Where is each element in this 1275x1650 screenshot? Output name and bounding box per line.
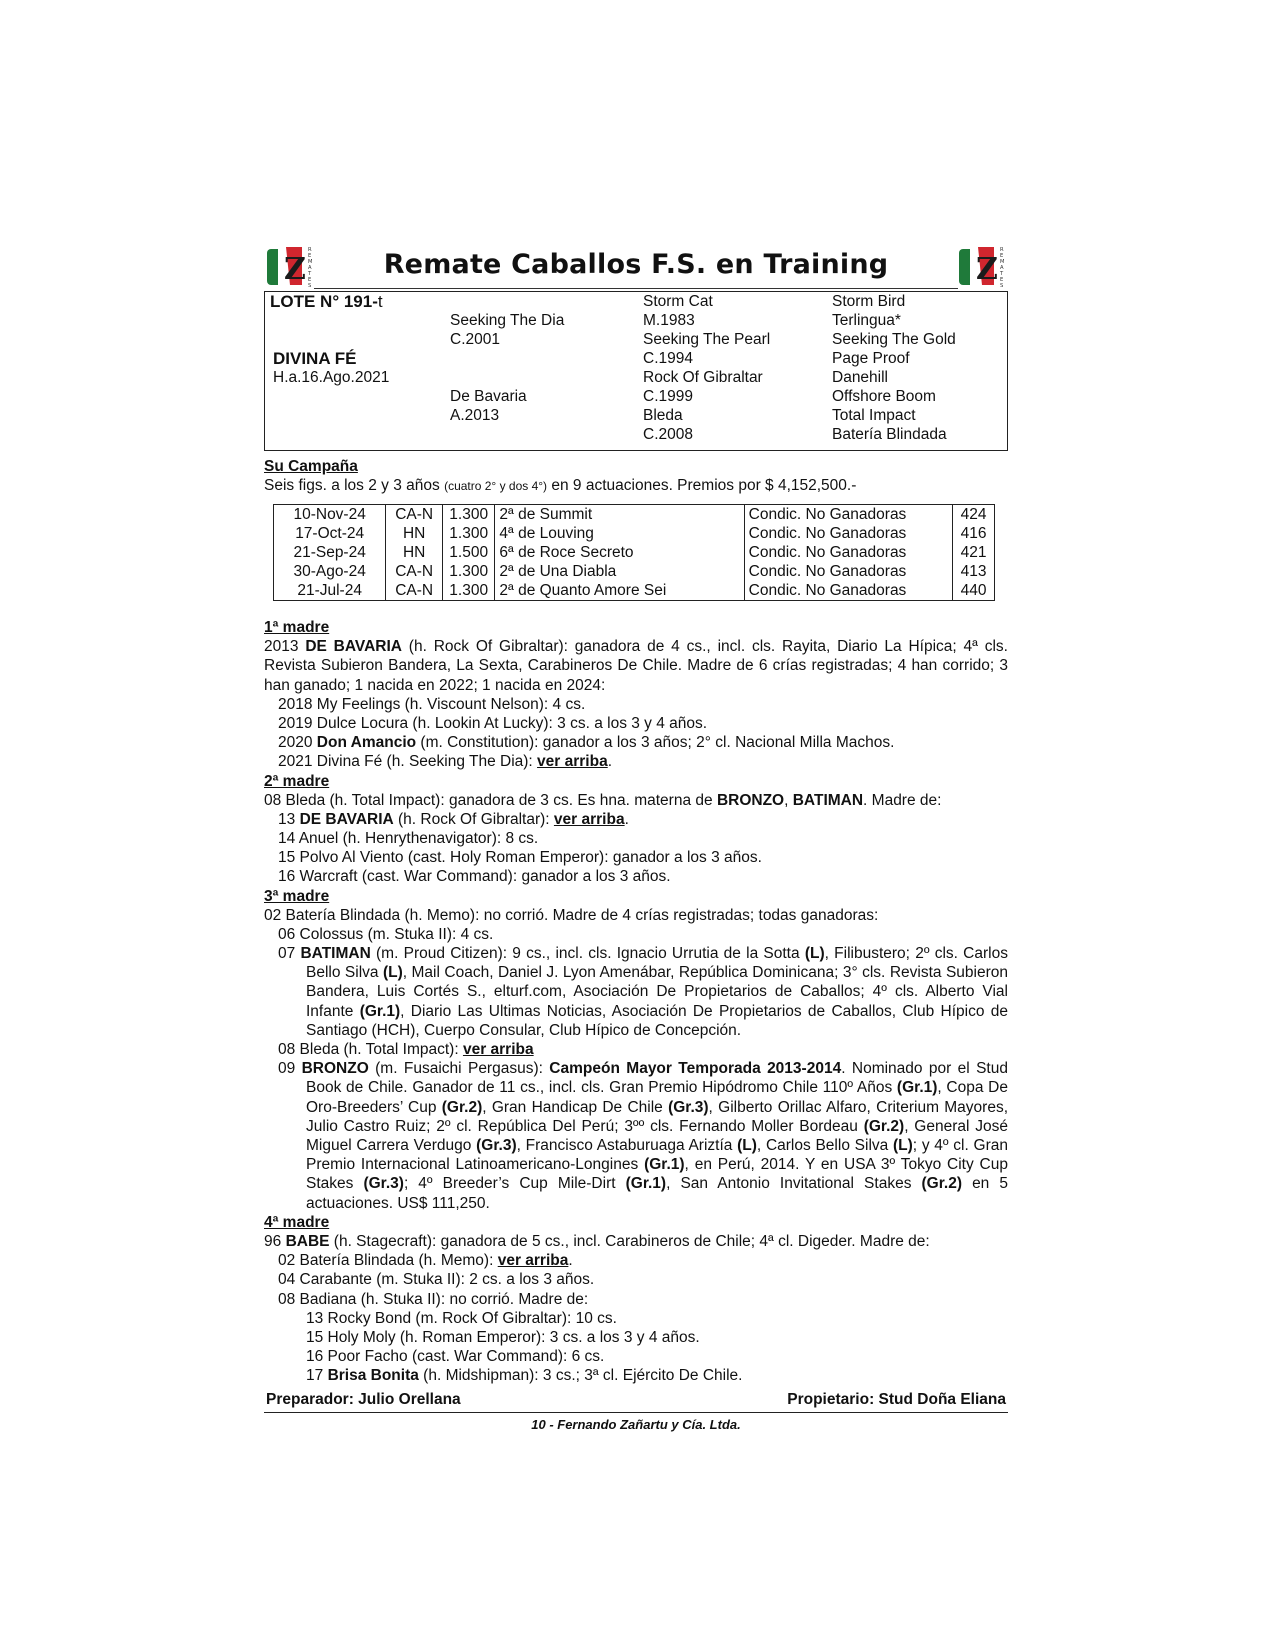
- race-distance-cell: 1.300: [443, 581, 495, 601]
- grandparent-cell: Rock Of Gibraltar: [643, 369, 763, 386]
- page-title: Remate Caballos F.S. en Training: [383, 249, 889, 280]
- owner-label: Propietario: Stud Doña Eliana: [787, 1390, 1006, 1408]
- svg-text:M: M: [308, 259, 313, 265]
- svg-text:R: R: [1000, 247, 1004, 253]
- sub-produce-line: 13 Rocky Bond (m. Rock Of Gibraltar): 10 cs.: [306, 1309, 617, 1327]
- pedigree-box: [264, 291, 1008, 451]
- produce-line: 08 Bleda (h. Total Impact): ver arriba: [278, 1041, 534, 1059]
- race-track-cell: CA-N: [386, 581, 443, 601]
- produce-line: 04 Carabante (m. Stuka II): 2 cs. a los 3 años.: [278, 1271, 595, 1289]
- race-date-cell: 17-Oct-24: [274, 524, 386, 543]
- great-grandparent-cell: Seeking The Gold: [832, 331, 956, 348]
- race-weight-cell: 421: [953, 543, 995, 562]
- race-condition-cell: Condic. No Ganadoras: [744, 543, 953, 562]
- race-date-cell: 21-Sep-24: [274, 543, 386, 562]
- race-track-cell: HN: [386, 524, 443, 543]
- page-header: [264, 243, 1008, 291]
- fourth-dam-title: 4ª madre: [264, 1213, 330, 1231]
- horse-name: DIVINA FÉ: [273, 349, 357, 368]
- race-condition-cell: Condic. No Ganadoras: [744, 505, 953, 525]
- race-result-cell: 2ª de Una Diabla: [495, 562, 744, 581]
- svg-text:T: T: [308, 271, 312, 277]
- svg-text:A: A: [308, 265, 312, 271]
- first-dam-section: [264, 618, 1008, 771]
- produce-line: 15 Polvo Al Viento (cast. Holy Roman Emperor): ganador a los 3 años.: [278, 849, 762, 867]
- produce-line: 13 DE BAVARIA (h. Rock Of Gibraltar): ver arriba.: [278, 810, 629, 828]
- race-row: [274, 505, 995, 525]
- race-result-cell: 2ª de Summit: [495, 505, 744, 525]
- race-condition-cell: Condic. No Ganadoras: [744, 562, 953, 581]
- race-track-cell: HN: [386, 543, 443, 562]
- great-grandparent-cell: Danehill: [832, 369, 889, 386]
- catalog-page: [264, 243, 1008, 1432]
- svg-text:Z: Z: [976, 252, 998, 287]
- svg-text:S: S: [1000, 283, 1004, 289]
- produce-line: 2021 Divina Fé (h. Seeking The Dia): ver arriba.: [278, 753, 613, 771]
- second-dam-title: 2ª madre: [264, 772, 330, 790]
- grandparent-cell: C.1994: [643, 350, 693, 367]
- great-grandparent-cell: Storm Bird: [832, 293, 906, 310]
- produce-line-bronzo: 09 BRONZO (m. Fusaichi Pergasus): Campeón Mayor Temporada 2013-2014. Nominado por el Stud Book de Chile. Ganador de 11 cs., incl. cls. Gran Premio Hipódromo Chile 110º Años (Gr.1), Copa De Oro-Breeders’ Cup (Gr.2), Gran Handicap De Chile (Gr.3), Gilberto Orillac Alfaro, Criterium Mayores, Julio Castro Ruiz; 2º cl. República Del Perú; 3ºº cls. Fernando Moller Bordeau (Gr.2), General José Miguel Carrera Verdugo (Gr.3), Francisco Astaburuaga Ariztía (L), Carlos Bello Silva (L); y 4º cl. Gran Premio Internacional Latinoamericano-Longines (Gr.1), en Perú, 2014. Y en USA 3º Tokyo City Cup Stakes (Gr.3); 4º Breeder’s Cup Mile-Dirt (Gr.1), San Antonio Invitational Stakes (Gr.2) en 5 actuaciones. US$ 111,250.: [278, 1060, 1009, 1212]
- trainer-label: Preparador: Julio Orellana: [266, 1390, 461, 1408]
- fourth-dam-intro: 96 BABE (h. Stagecraft): ganadora de 5 cs., incl. Carabineros de Chile; 4ª cl. Digeder. Madre de:: [264, 1232, 930, 1250]
- race-result-cell: 6ª de Roce Secreto: [495, 543, 744, 562]
- great-grandparent-cell: Page Proof: [832, 350, 910, 367]
- produce-line: 2020 Don Amancio (m. Constitution): ganador a los 3 años; 2° cl. Nacional Milla Machos.: [278, 734, 895, 752]
- great-grandparent-cell: Offshore Boom: [832, 388, 936, 405]
- sub-produce-line: 16 Poor Facho (cast. War Command): 6 cs.: [306, 1348, 605, 1366]
- race-distance-cell: 1.300: [443, 562, 495, 581]
- produce-line: 16 Warcraft (cast. War Command): ganador a los 3 años.: [278, 868, 671, 886]
- grandparent-cell: M.1983: [643, 312, 695, 329]
- third-dam-intro: 02 Batería Blindada (h. Memo): no corrió. Madre de 4 crías registradas; todas ganadoras:: [264, 906, 879, 924]
- race-weight-cell: 413: [953, 562, 995, 581]
- great-grandparent-cell: Total Impact: [832, 407, 916, 424]
- svg-text:E: E: [308, 277, 312, 283]
- race-table: [273, 504, 995, 601]
- race-weight-cell: 416: [953, 524, 995, 543]
- race-row: [274, 524, 995, 543]
- first-dam-intro: 2013 DE BAVARIA (h. Rock Of Gibraltar): ganadora de 4 cs., incl. cls. Rayita, Diario La Hípica; 4ª cls. Revista Subieron Bandera, La Sexta, Carabineros De Chile. Madre de 6 crías registradas; 4 han corrido; 3 han ganado; 1 nacida en 2022; 1 nacida en 2024:: [264, 638, 1008, 694]
- grandparent-cell: C.2008: [643, 426, 693, 443]
- race-condition-cell: Condic. No Ganadoras: [744, 524, 953, 543]
- race-weight-cell: 440: [953, 581, 995, 601]
- svg-text:E: E: [308, 253, 312, 259]
- race-row: [274, 543, 995, 562]
- footer-names: [264, 1390, 1008, 1410]
- race-distance-cell: 1.500: [443, 543, 495, 562]
- dam-name: De Bavaria: [450, 388, 527, 405]
- svg-text:T: T: [1000, 271, 1004, 277]
- produce-line: 06 Colossus (m. Stuka II): 4 cs.: [278, 925, 494, 943]
- campaign-section: [264, 457, 1008, 601]
- third-dam-title: 3ª madre: [264, 887, 330, 905]
- second-dam-section: [264, 772, 1008, 887]
- campaign-summary: Seis figs. a los 2 y 3 años (cuatro 2° y dos 4°) en 9 actuaciones. Premios por $ 4,152,500.-: [264, 477, 857, 494]
- race-date-cell: 21-Jul-24: [274, 581, 386, 601]
- fourth-dam-section: [264, 1213, 1008, 1386]
- race-row: [274, 562, 995, 581]
- grandparent-cell: Seeking The Pearl: [643, 331, 771, 348]
- sub-produce-line: 15 Holy Moly (h. Roman Emperor): 3 cs. a los 3 y 4 años.: [306, 1328, 700, 1346]
- produce-line: 14 Anuel (h. Henrythenavigator): 8 cs.: [278, 830, 539, 848]
- race-distance-cell: 1.300: [443, 505, 495, 525]
- race-result-cell: 4ª de Louving: [495, 524, 744, 543]
- race-date-cell: 30-Ago-24: [274, 562, 386, 581]
- zr-logo-right: [956, 243, 1008, 289]
- race-date-cell: 10-Nov-24: [274, 505, 386, 525]
- great-grandparent-cell: Batería Blindada: [832, 426, 947, 443]
- svg-text:M: M: [1000, 259, 1005, 265]
- race-row: [274, 581, 995, 601]
- race-distance-cell: 1.300: [443, 524, 495, 543]
- campaign-title: Su Campaña: [264, 458, 358, 475]
- lot-number: LOTE N° 191-t: [270, 292, 383, 311]
- svg-text:E: E: [1000, 253, 1004, 259]
- first-dam-title: 1ª madre: [264, 619, 330, 637]
- third-dam-section: [264, 887, 1008, 1213]
- produce-line: 2018 My Feelings (h. Viscount Nelson): 4 cs.: [278, 695, 586, 713]
- horse-info: H.a.16.Ago.2021: [273, 369, 390, 386]
- grandparent-cell: C.1999: [643, 388, 693, 405]
- produce-line: 02 Batería Blindada (h. Memo): ver arriba.: [278, 1252, 573, 1270]
- produce-line: 08 Badiana (h. Stuka II): no corrió. Madre de:: [278, 1290, 589, 1308]
- grandparent-cell: Storm Cat: [643, 293, 713, 310]
- svg-text:A: A: [1000, 265, 1004, 271]
- great-grandparent-cell: Terlingua*: [832, 312, 901, 329]
- sire-name: Seeking The Dia: [450, 312, 565, 329]
- race-condition-cell: Condic. No Ganadoras: [744, 581, 953, 601]
- sire-info: C.2001: [450, 331, 500, 348]
- header-rule: [314, 288, 958, 289]
- svg-text:S: S: [308, 283, 312, 289]
- race-track-cell: CA-N: [386, 505, 443, 525]
- svg-text:Z: Z: [284, 252, 306, 287]
- produce-line-batiman: 07 BATIMAN (m. Proud Citizen): 9 cs., incl. cls. Ignacio Urrutia de la Sotta (L), Filibustero; 2º cls. Carlos Bello Silva (L), Mail Coach, Daniel J. Lyon Amenábar, República Dominicana; 3° cls. Revista Subieron Bandera, Luis Cortés S., elturf.com, Asociación De Propietarios de Caballos; 4º cls. Alberto Vial Infante (Gr.1), Diario Las Ultimas Noticias, Asociación De Propietarios de Caballos, Club Hípico de Santiago (HCH), Cuerpo Consular, Club Hípico de Concepción.: [278, 945, 1008, 1039]
- race-result-cell: 2ª de Quanto Amore Sei: [495, 581, 744, 601]
- grandparent-cell: Bleda: [643, 407, 683, 424]
- dam-info: A.2013: [450, 407, 500, 424]
- svg-text:R: R: [308, 247, 312, 253]
- page-footer: 10 - Fernando Zañartu y Cía. Ltda.: [531, 1416, 741, 1432]
- svg-text:E: E: [1000, 277, 1004, 283]
- footer-rule: [264, 1412, 1008, 1413]
- second-dam-intro: 08 Bleda (h. Total Impact): ganadora de 3 cs. Es hna. materna de BRONZO, BATIMAN. Madre de:: [264, 791, 942, 809]
- sub-produce-line: 17 Brisa Bonita (h. Midshipman): 3 cs.; 3ª cl. Ejército De Chile.: [306, 1367, 743, 1385]
- race-track-cell: CA-N: [386, 562, 443, 581]
- produce-line: 2019 Dulce Locura (h. Lookin At Lucky): 3 cs. a los 3 y 4 años.: [278, 715, 708, 733]
- race-weight-cell: 424: [953, 505, 995, 525]
